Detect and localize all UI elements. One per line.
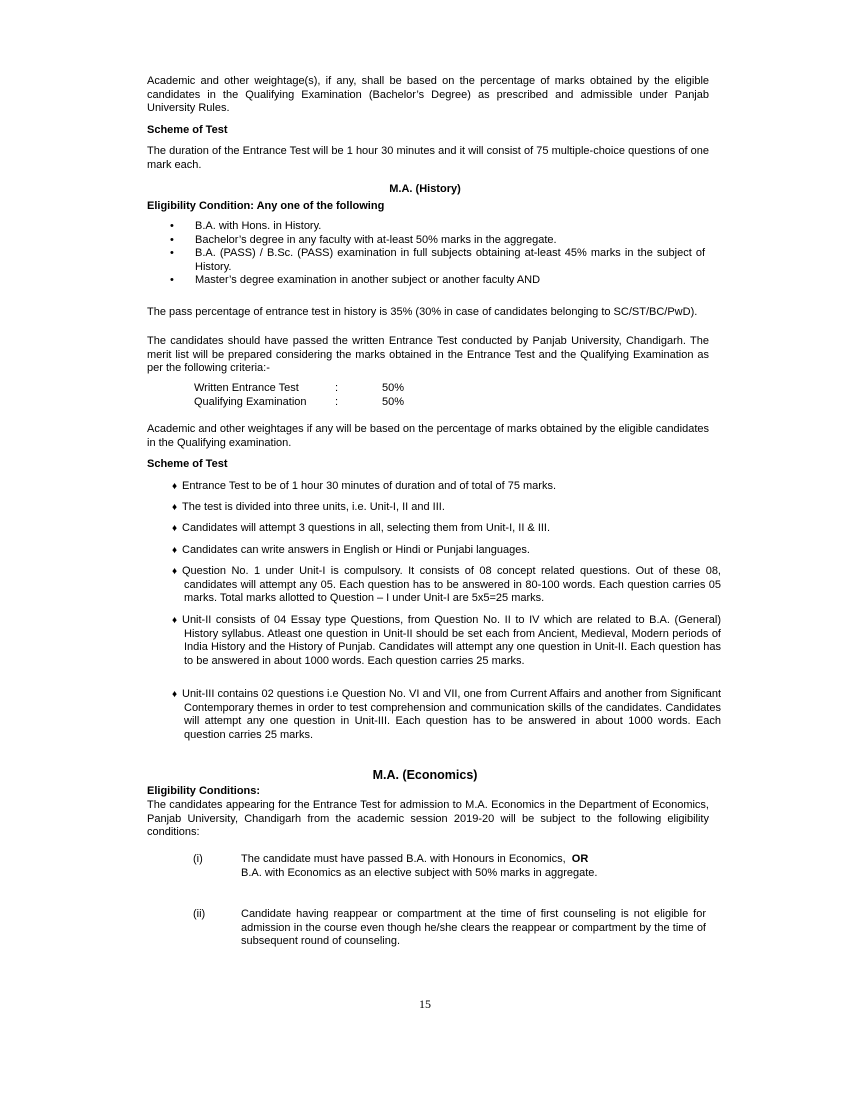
list-item: ♦ The test is divided into three units, i.e. Unit-I, II and III.	[172, 501, 445, 513]
list-item: • Bachelor’s degree in any faculty with at-least 50% marks in the aggregate.	[170, 234, 705, 248]
history-eligibility-list	[170, 220, 705, 288]
criteria-value: 50%	[382, 396, 405, 408]
list-item: • B.A. (PASS) / B.Sc. (PASS) examination in full subjects obtaining at-least 45% marks in the subject of History.	[170, 247, 705, 274]
weightage-paragraph: Academic and other weightage(s), if any, shall be based on the percentage of marks obtained by the eligible candidates in the Qualifying Examination (Bachelor’s Degree) as prescribed and admissible under Panjab University Rules.	[147, 75, 709, 114]
list-item: • B.A. with Hons. in History.	[170, 220, 705, 234]
pass-percentage-paragraph: The pass percentage of entrance test in history is 35% (30% in case of candidates belonging to SC/ST/BC/PwD).	[147, 306, 698, 318]
scheme-of-test-paragraph: The duration of the Entrance Test will be 1 hour 30 minutes and it will consist of 75 multiple-choice questions of one mark each.	[147, 145, 709, 171]
written-test-paragraph: The candidates should have passed the written Entrance Test conducted by Panjab University, Chandigarh. The merit list will be prepared considering the marks obtained in the Entrance Test and the Qualifying Examination as per the following criteria:-	[147, 335, 709, 374]
criteria-label: Written Entrance Test	[194, 382, 299, 394]
diamond-bullet-icon: ♦	[172, 523, 178, 534]
diamond-bullet-icon: ♦	[172, 481, 178, 492]
page-number: 15	[419, 997, 431, 1011]
weightage-history-paragraph: Academic and other weightages if any will be based on the percentage of marks obtained by the eligible candidates in the Qualifying examination.	[147, 423, 709, 449]
economics-eligibility-heading: Eligibility Conditions:	[147, 785, 261, 797]
condition-label: (ii)	[193, 908, 206, 920]
criteria-label: Qualifying Examination	[194, 396, 307, 408]
economics-intro-paragraph: The candidates appearing for the Entrance Test for admission to M.A. Economics in the Department of Economics, Panjab University, Chandigarh from the academic session 2019-20 will be subject to the following eligibility conditions:	[147, 799, 709, 838]
condition-text: The candidate must have passed B.A. with Honours in Economics, OR B.A. with Economics as an elective subject with 50% marks in aggregate.	[241, 853, 598, 879]
list-item: • Master’s degree examination in another subject or another faculty AND	[170, 274, 705, 288]
history-eligibility-heading: Eligibility Condition: Any one of the following	[147, 200, 385, 212]
criteria-separator: :	[335, 382, 339, 394]
list-item: ♦ Entrance Test to be of 1 hour 30 minutes of duration and of total of 75 marks.	[172, 480, 557, 492]
history-section-heading: M.A. (History)	[389, 183, 461, 195]
scheme-of-test-heading: Scheme of Test	[147, 124, 228, 136]
criteria-value: 50%	[382, 382, 405, 394]
diamond-bullet-icon: ♦	[172, 502, 178, 513]
list-item: ♦ Candidates can write answers in English or Hindi or Punjabi languages.	[172, 544, 530, 556]
diamond-bullet-icon: ♦	[172, 566, 178, 577]
diamond-bullet-icon: ♦	[172, 545, 178, 556]
economics-section-heading: M.A. (Economics)	[372, 768, 478, 782]
list-item: ♦ Unit-III contains 02 questions i.e Question No. VI and VII, one from Current Affairs and another from Significant Contemporary themes in order to test comprehension and communication skills of the candidates. Candidates will attempt any one question in Unit-III. Each question has to be answered in about 1000 words. Each question carries 25 marks.	[172, 688, 721, 741]
criteria-separator: :	[335, 396, 339, 408]
diamond-bullet-icon: ♦	[172, 615, 178, 626]
condition-text: Candidate having reappear or compartment at the time of first counseling is not eligible for admission in the course even though he/she clears the reappear or compartment by the time of subsequent round of counseling.	[241, 908, 706, 947]
history-scheme-heading: Scheme of Test	[147, 458, 228, 470]
list-item: ♦ Question No. 1 under Unit-I is compulsory. It consists of 08 concept related questions. Out of these 08, candidates will attempt any 05. Each question has to be answered in 80-100 words. Each question carries 05 marks. Total marks allotted to Question – I under Unit-I are 5x5=25 marks.	[172, 565, 721, 604]
diamond-bullet-icon: ♦	[172, 689, 178, 700]
list-item: ♦ Unit-II consists of 04 Essay type Questions, from Question No. II to IV which are related to B.A. (General) History syllabus. Atleast one question in Unit-II should be set each from Ancient, Medieval, Modern periods of India History and the History of Punjab. Candidates will attempt any one question in Unit-II. Each question has to be answered in about 1000 words. Each question carries 25 marks.	[172, 614, 721, 667]
condition-label: (i)	[193, 853, 203, 865]
list-item: ♦ Candidates will attempt 3 questions in all, selecting them from Unit-I, II & III.	[172, 522, 551, 534]
